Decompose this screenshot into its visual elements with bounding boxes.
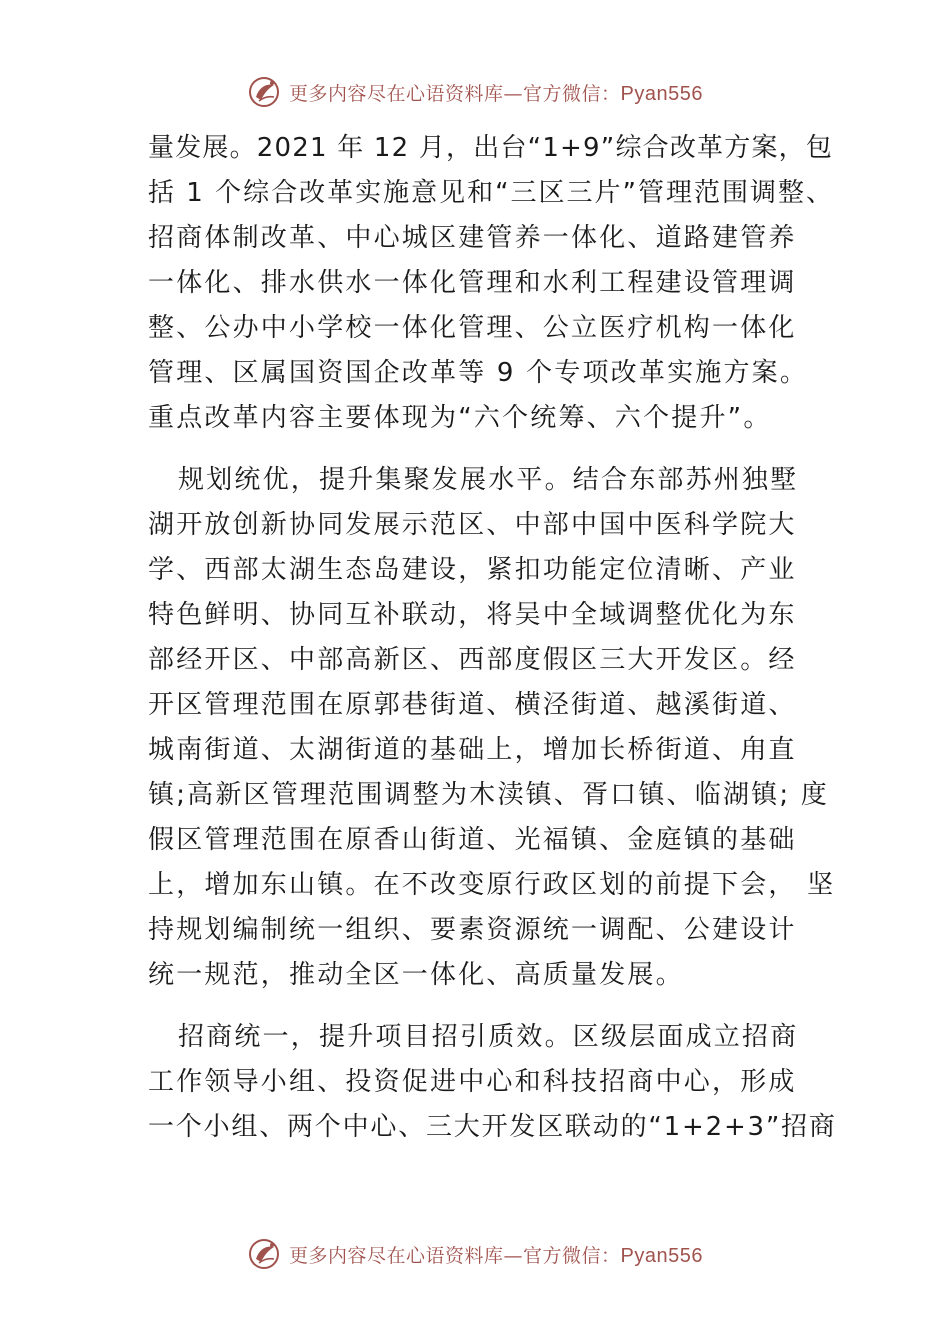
watermark-text: 更多内容尽在心语资料库—官方微信：Pyan556 (289, 82, 703, 105)
paragraph-line: 上，增加东山镇。在不改变原行政区划的前提下会， 坚 (148, 870, 836, 900)
paragraph-line: 整、公办中小学校一体化管理、公立医疗机构一体化 (148, 313, 797, 343)
paragraph-line: 量发展。2021 年 12 月，出台“1+9”综合改革方案，包 (148, 133, 834, 163)
watermark-account: Pyan556 (620, 1244, 703, 1267)
paragraph-line: 招商统一，提升项目招引质效。区级层面成立招商 (178, 1022, 799, 1052)
paragraph-line: 一个小组、两个中心、三大开发区联动的“1+2+3”招商 (148, 1112, 837, 1142)
paragraph-line: 开区管理范围在原郭巷街道、横泾街道、越溪街道、 (148, 690, 797, 720)
paragraph-line: 管理、区属国资国企改革等 9 个专项改革实施方案。 (148, 358, 809, 388)
document-body (148, 126, 837, 1150)
paragraph-line: 工作领导小组、投资促进中心和科技招商中心，形成 (148, 1067, 797, 1097)
paragraph-line: 一体化、排水供水一体化管理和水利工程建设管理调 (148, 268, 797, 298)
paragraph-line: 假区管理范围在原香山街道、光福镇、金庭镇的基础 (148, 825, 797, 855)
paragraph-1 (148, 126, 835, 441)
header-watermark (0, 72, 950, 112)
watermark-account: Pyan556 (620, 82, 703, 105)
paragraph-line: 规划统优，提升集聚发展水平。结合东部苏州独墅 (178, 465, 799, 495)
paragraph-line: 湖开放创新协同发展示范区、中部中国中医科学院大 (148, 510, 797, 540)
watermark-text: 更多内容尽在心语资料库—官方微信：Pyan556 (289, 1244, 703, 1267)
paragraph-line: 学、西部太湖生态岛建设，紧扣功能定位清晰、产业 (148, 555, 797, 585)
paragraph-line: 特色鲜明、协同互补联动，将吴中全域调整优化为东 (148, 600, 797, 630)
paragraph-line: 部经开区、中部高新区、西部度假区三大开发区。经 (148, 645, 797, 675)
paragraph-line: 招商体制改革、中心城区建管养一体化、道路建管养 (148, 223, 797, 253)
paragraph-line: 重点改革内容主要体现为“六个统筹、六个提升”。 (148, 403, 772, 433)
paragraph-line: 城南街道、太湖街道的基础上，增加长桥街道、甪直 (148, 735, 797, 765)
paragraph-3 (148, 1015, 837, 1150)
paragraph-line: 统一规范，推动全区一体化、高质量发展。 (148, 960, 684, 990)
paragraph-line: 镇;高新区管理范围调整为木渎镇、胥口镇、临湖镇; 度 (148, 780, 829, 810)
watermark-logo-icon (247, 1237, 281, 1271)
watermark-logo-icon (247, 75, 281, 109)
paragraph-line: 持规划编制统一组织、要素资源统一调配、公建设计 (148, 915, 797, 945)
paragraph-line: 括 1 个综合改革实施意见和“三区三片”管理范围调整、 (148, 178, 835, 208)
footer-watermark (0, 1234, 950, 1274)
paragraph-2 (148, 458, 836, 998)
